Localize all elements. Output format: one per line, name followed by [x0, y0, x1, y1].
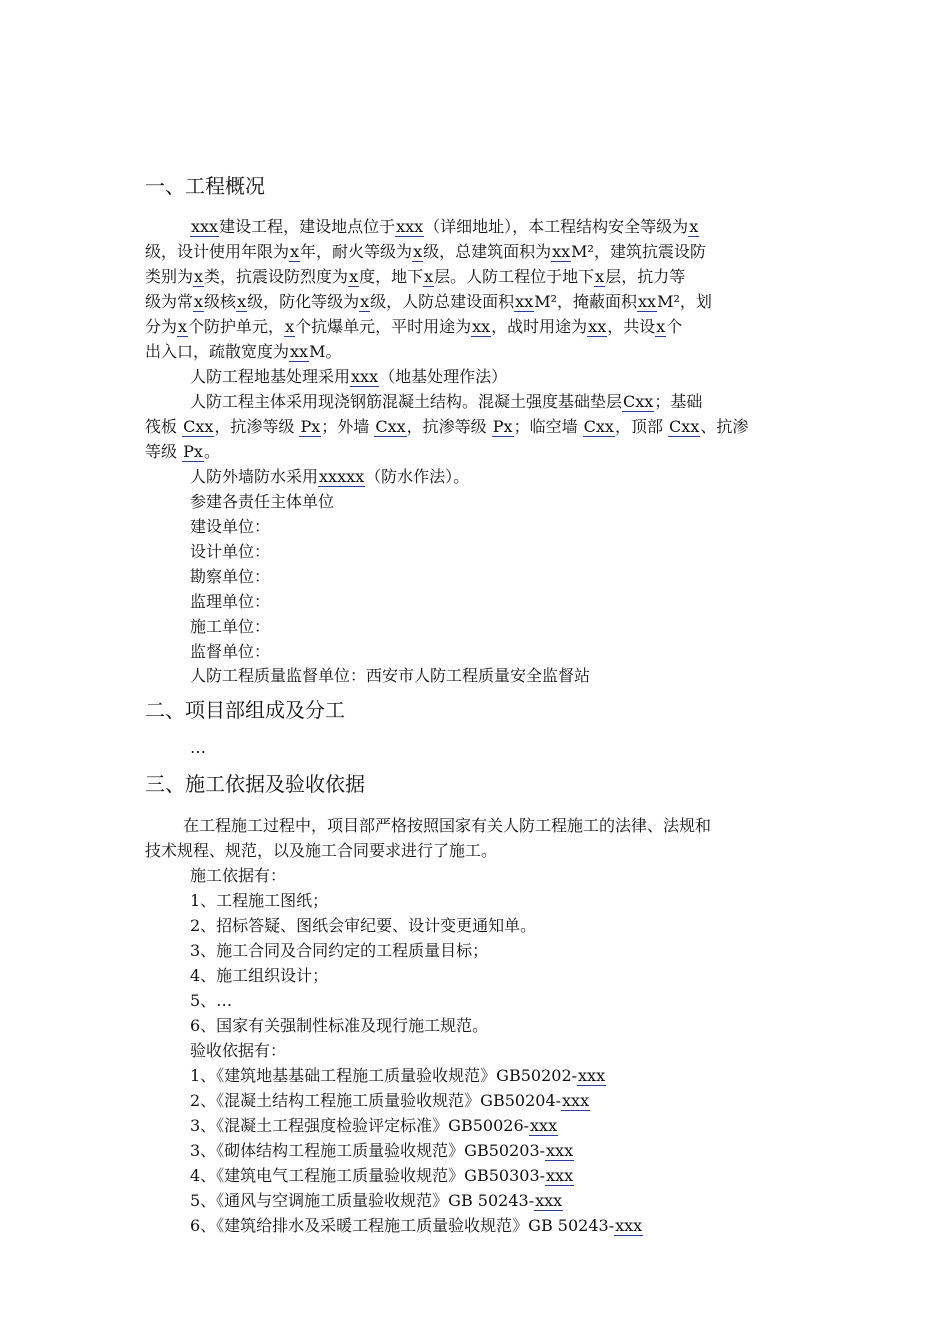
acceptance-item [190, 1088, 590, 1113]
structure-line-2 [145, 414, 748, 439]
fill-in-value: xx [515, 292, 534, 311]
p1-line-3 [145, 264, 685, 289]
p1-line-6 [145, 339, 341, 364]
text-segment: M²，掩蔽面积 [534, 292, 638, 311]
basis-item: 5、… [190, 991, 233, 1010]
text-segment: 级为常 [145, 292, 194, 311]
text-segment: 筏板 [145, 417, 183, 436]
s3-intro-line-2: 技术规程、规范，以及施工合同要求进行了施工。 [145, 841, 498, 860]
fill-in-value: xx [552, 242, 571, 261]
text-segment: 人防工程主体采用现浇钢筋混凝土结构。混凝土强度基础垫层 [190, 392, 623, 411]
fill-in-value: x [349, 267, 359, 286]
text-segment: M。 [309, 342, 342, 361]
fill-in-value: x [413, 242, 423, 261]
text-segment: ；临空墙 [513, 417, 583, 436]
p1-line-4 [145, 289, 712, 314]
text-segment: ，抗渗等级 [406, 417, 492, 436]
acceptance-title: 验收依据有： [190, 1041, 287, 1060]
text-segment: M²，建筑抗震设防 [571, 242, 706, 261]
text-segment: ；基础 [654, 392, 703, 411]
fill-in-value: x [689, 217, 699, 236]
fill-in-value: xx [472, 317, 491, 336]
text-segment: 人防工程地基处理采用 [190, 367, 351, 386]
fill-in-value: x [285, 317, 295, 336]
text-segment: 级，总建筑面积为 [423, 242, 552, 261]
section-2-body: … [190, 738, 206, 757]
fill-in-value: xx [588, 317, 607, 336]
units-title: 参建各责任主体单位 [190, 492, 335, 511]
text-segment: 等级 [145, 442, 183, 461]
fill-in-value: x [360, 292, 370, 311]
p1-line-1 [190, 214, 699, 239]
unit-design: 设计单位： [190, 542, 271, 561]
fill-in-value: Cxx [583, 417, 614, 436]
fill-in-value: xx [290, 342, 309, 361]
structure-line-3 [145, 439, 220, 464]
text-segment: （防水作法）。 [365, 467, 470, 486]
basis-item: 2、招标答疑、图纸会审纪要、设计变更通知单。 [190, 916, 537, 935]
text-segment: 。 [203, 442, 220, 461]
fill-in-value: xxx [546, 1141, 574, 1160]
fill-in-value: Px [183, 442, 203, 461]
foundation-line [190, 364, 507, 389]
fill-in-value: Px [300, 417, 321, 436]
text-segment: 3、《砌体结构工程施工质量验收规范》GB50203- [190, 1141, 546, 1160]
quality-station-line: 人防工程质量监督单位：西安市人防工程质量安全监督站 [190, 666, 591, 685]
basis-title: 施工依据有： [190, 866, 287, 885]
text-segment: 人防外墙防水采用 [190, 467, 319, 486]
structure-line-1 [190, 389, 702, 414]
unit-contractor: 施工单位： [190, 617, 271, 636]
fill-in-value: xxx [396, 217, 424, 236]
unit-supervision: 监理单位： [190, 592, 271, 611]
text-segment: 3、《混凝土工程强度检验评定标准》GB50026- [190, 1116, 530, 1135]
fill-in-value: Px [492, 417, 513, 436]
text-segment: 1、《建筑地基基础工程施工质量验收规范》GB50202- [190, 1066, 578, 1085]
text-segment: （地基处理作法） [379, 367, 508, 386]
text-segment: ，战时用途为 [491, 317, 588, 336]
unit-survey: 勘察单位： [190, 567, 271, 586]
fill-in-value: xxx [530, 1116, 558, 1135]
text-segment: 类，抗震设防烈度为 [204, 267, 349, 286]
fill-in-value: xxx [615, 1216, 643, 1235]
p1-line-5 [145, 314, 682, 339]
waterproof-line [190, 464, 469, 489]
text-segment: 级核 [204, 292, 237, 311]
text-segment: 类别为 [145, 267, 194, 286]
fill-in-value: xxx [546, 1166, 574, 1185]
fill-in-value: Cxx [669, 417, 700, 436]
section-2-title: 二、项目部组成及分工 [145, 698, 345, 722]
fill-in-value: x [194, 267, 204, 286]
fill-in-value: Cxx [183, 417, 214, 436]
text-segment: M²，划 [657, 292, 712, 311]
fill-in-value: x [595, 267, 605, 286]
text-segment: 、抗渗 [700, 417, 749, 436]
section-3-title: 三、施工依据及验收依据 [145, 772, 365, 796]
acceptance-item [190, 1163, 574, 1188]
text-segment: ，共设 [607, 317, 656, 336]
fill-in-value: xxx [562, 1091, 590, 1110]
fill-in-value: xx [638, 292, 657, 311]
text-segment: 个 [666, 317, 683, 336]
fill-in-value: xxx [535, 1191, 563, 1210]
unit-construction: 建设单位： [190, 517, 271, 536]
fill-in-value: xxx [191, 217, 219, 236]
acceptance-item [190, 1213, 643, 1238]
text-segment: 个抗爆单元，平时用途为 [295, 317, 472, 336]
text-segment: ，抗渗等级 [214, 417, 300, 436]
text-segment: 级，人防总建设面积 [370, 292, 515, 311]
text-segment: ；外墙 [321, 417, 375, 436]
fill-in-value: x [178, 317, 188, 336]
fill-in-value: xxx [351, 367, 379, 386]
text-segment: 个防护单元， [188, 317, 285, 336]
unit-monitor: 监督单位： [190, 642, 271, 661]
text-segment: 级，防化等级为 [247, 292, 360, 311]
basis-item: 1、工程施工图纸； [190, 891, 329, 910]
fill-in-value: x [424, 267, 434, 286]
fill-in-value: x [290, 242, 300, 261]
text-segment: （详细地址），本工程结构安全等级为 [424, 217, 689, 236]
fill-in-value: x [656, 317, 666, 336]
text-segment: 度，地下 [359, 267, 424, 286]
fill-in-value: x [237, 292, 247, 311]
fill-in-value: x [194, 292, 204, 311]
text-segment: 分为 [145, 317, 178, 336]
fill-in-value: xxx [578, 1066, 606, 1085]
text-segment: 5、《通风与空调施工质量验收规范》GB 50243- [190, 1191, 535, 1210]
s3-intro-line-1: 在工程施工过程中，项目部严格按照国家有关人防工程施工的法律、法规和 [183, 816, 712, 835]
acceptance-item [190, 1188, 563, 1213]
fill-in-value: Cxx [375, 417, 406, 436]
section-1-title: 一、工程概况 [145, 174, 265, 198]
fill-in-value: xxxxx [319, 467, 365, 486]
text-segment: 级，设计使用年限为 [145, 242, 290, 261]
basis-item: 4、施工组织设计； [190, 966, 329, 985]
basis-item: 3、施工合同及合同约定的工程质量目标； [190, 941, 489, 960]
text-segment: 4、《建筑电气工程施工质量验收规范》GB50303- [190, 1166, 546, 1185]
p1-line-2 [145, 239, 706, 264]
text-segment: 出入口，疏散宽度为 [145, 342, 290, 361]
text-segment: 6、《建筑给排水及采暖工程施工质量验收规范》GB 50243- [190, 1216, 615, 1235]
text-segment: 2、《混凝土结构工程施工质量验收规范》GB50204- [190, 1091, 562, 1110]
basis-item: 6、国家有关强制性标准及现行施工规范。 [190, 1016, 489, 1035]
acceptance-item [190, 1063, 606, 1088]
text-segment: 层。人防工程位于地下 [434, 267, 595, 286]
acceptance-item [190, 1138, 574, 1163]
text-segment: 建设工程，建设地点位于 [219, 217, 396, 236]
fill-in-value: Cxx [623, 392, 654, 411]
text-segment: 年，耐火等级为 [300, 242, 413, 261]
text-segment: 层，抗力等 [605, 267, 686, 286]
text-segment: ，顶部 [614, 417, 669, 436]
acceptance-item [190, 1113, 558, 1138]
